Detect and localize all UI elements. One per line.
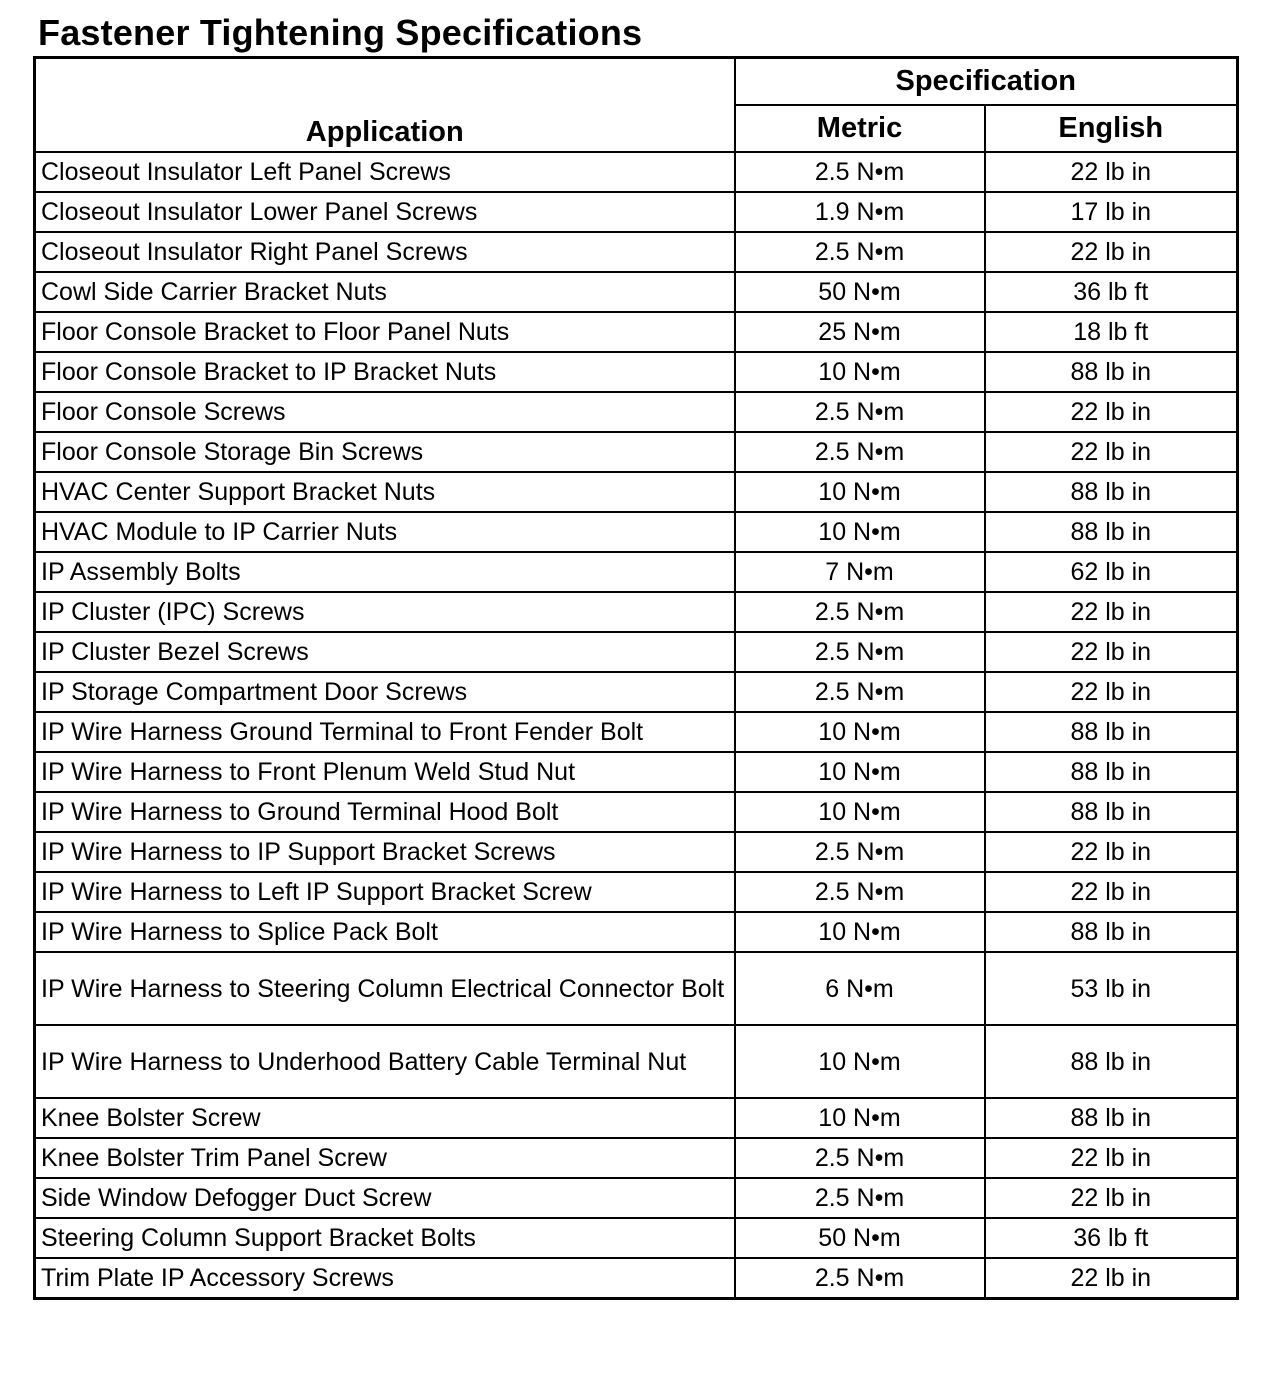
metric-cell: 50 N•m — [735, 1218, 985, 1258]
metric-cell: 10 N•m — [735, 752, 985, 792]
english-cell: 53 lb in — [985, 952, 1238, 1025]
metric-cell: 2.5 N•m — [735, 232, 985, 272]
table-row — [35, 1178, 1238, 1218]
table-row — [35, 352, 1238, 392]
english-cell: 36 lb ft — [985, 272, 1238, 312]
application-cell: Floor Console Bracket to Floor Panel Nuts — [35, 312, 735, 352]
header-english: English — [985, 105, 1238, 152]
application-cell: IP Assembly Bolts — [35, 552, 735, 592]
application-cell: IP Wire Harness to IP Support Bracket Screws — [35, 832, 735, 872]
metric-cell: 2.5 N•m — [735, 672, 985, 712]
metric-cell: 10 N•m — [735, 912, 985, 952]
english-cell: 22 lb in — [985, 232, 1238, 272]
english-cell: 22 lb in — [985, 592, 1238, 632]
english-cell: 88 lb in — [985, 512, 1238, 552]
application-cell: Knee Bolster Screw — [35, 1098, 735, 1138]
table-row — [35, 832, 1238, 872]
metric-cell: 50 N•m — [735, 272, 985, 312]
application-cell: Knee Bolster Trim Panel Screw — [35, 1138, 735, 1178]
table-row — [35, 712, 1238, 752]
table-row — [35, 432, 1238, 472]
table-row — [35, 472, 1238, 512]
english-cell: 62 lb in — [985, 552, 1238, 592]
table-row — [35, 752, 1238, 792]
table-row — [35, 152, 1238, 192]
metric-cell: 2.5 N•m — [735, 1178, 985, 1218]
application-cell: IP Wire Harness to Steering Column Electrical Connector Bolt — [35, 952, 735, 1025]
table-row — [35, 672, 1238, 712]
table-row — [35, 1258, 1238, 1299]
english-cell: 88 lb in — [985, 352, 1238, 392]
table-row — [35, 272, 1238, 312]
english-cell: 22 lb in — [985, 872, 1238, 912]
english-cell: 88 lb in — [985, 912, 1238, 952]
metric-cell: 2.5 N•m — [735, 632, 985, 672]
english-cell: 36 lb ft — [985, 1218, 1238, 1258]
english-cell: 88 lb in — [985, 472, 1238, 512]
header-metric: Metric — [735, 105, 985, 152]
english-cell: 22 lb in — [985, 392, 1238, 432]
english-cell: 88 lb in — [985, 1025, 1238, 1098]
application-cell: IP Wire Harness to Ground Terminal Hood Bolt — [35, 792, 735, 832]
metric-cell: 2.5 N•m — [735, 392, 985, 432]
application-cell: Closeout Insulator Lower Panel Screws — [35, 192, 735, 232]
table-row — [35, 1138, 1238, 1178]
english-cell: 22 lb in — [985, 632, 1238, 672]
application-cell: IP Wire Harness to Underhood Battery Cable Terminal Nut — [35, 1025, 735, 1098]
application-cell: Side Window Defogger Duct Screw — [35, 1178, 735, 1218]
metric-cell: 10 N•m — [735, 512, 985, 552]
application-cell: Closeout Insulator Right Panel Screws — [35, 232, 735, 272]
table-row — [35, 592, 1238, 632]
metric-cell: 10 N•m — [735, 472, 985, 512]
application-cell: IP Wire Harness Ground Terminal to Front Fender Bolt — [35, 712, 735, 752]
metric-cell: 1.9 N•m — [735, 192, 985, 232]
header-application: Application — [35, 58, 735, 153]
application-cell: Closeout Insulator Left Panel Screws — [35, 152, 735, 192]
metric-cell: 7 N•m — [735, 552, 985, 592]
metric-cell: 2.5 N•m — [735, 152, 985, 192]
metric-cell: 2.5 N•m — [735, 832, 985, 872]
table-row — [35, 1025, 1238, 1098]
english-cell: 18 lb ft — [985, 312, 1238, 352]
english-cell: 22 lb in — [985, 1138, 1238, 1178]
table-row — [35, 912, 1238, 952]
table-row — [35, 632, 1238, 672]
english-cell: 22 lb in — [985, 432, 1238, 472]
application-cell: IP Wire Harness to Left IP Support Bracket Screw — [35, 872, 735, 912]
english-cell: 88 lb in — [985, 1098, 1238, 1138]
english-cell: 22 lb in — [985, 1258, 1238, 1299]
table-row — [35, 792, 1238, 832]
spec-table — [33, 56, 1239, 1300]
english-cell: 17 lb in — [985, 192, 1238, 232]
table-row — [35, 192, 1238, 232]
english-cell: 22 lb in — [985, 832, 1238, 872]
application-cell: Floor Console Bracket to IP Bracket Nuts — [35, 352, 735, 392]
application-cell: IP Storage Compartment Door Screws — [35, 672, 735, 712]
table-row — [35, 1098, 1238, 1138]
table-row — [35, 312, 1238, 352]
application-cell: Steering Column Support Bracket Bolts — [35, 1218, 735, 1258]
metric-cell: 10 N•m — [735, 352, 985, 392]
metric-cell: 2.5 N•m — [735, 1138, 985, 1178]
table-row — [35, 1218, 1238, 1258]
metric-cell: 6 N•m — [735, 952, 985, 1025]
table-row — [35, 552, 1238, 592]
application-cell: Floor Console Screws — [35, 392, 735, 432]
metric-cell: 2.5 N•m — [735, 872, 985, 912]
table-body — [35, 152, 1238, 1299]
application-cell: IP Wire Harness to Front Plenum Weld Stud Nut — [35, 752, 735, 792]
table-row — [35, 232, 1238, 272]
english-cell: 22 lb in — [985, 1178, 1238, 1218]
english-cell: 88 lb in — [985, 712, 1238, 752]
application-cell: Floor Console Storage Bin Screws — [35, 432, 735, 472]
metric-cell: 10 N•m — [735, 1025, 985, 1098]
application-cell: Trim Plate IP Accessory Screws — [35, 1258, 735, 1299]
table-row — [35, 952, 1238, 1025]
metric-cell: 2.5 N•m — [735, 592, 985, 632]
header-specification: Specification — [735, 58, 1238, 106]
table-row — [35, 872, 1238, 912]
metric-cell: 25 N•m — [735, 312, 985, 352]
metric-cell: 2.5 N•m — [735, 432, 985, 472]
application-cell: HVAC Module to IP Carrier Nuts — [35, 512, 735, 552]
application-cell: IP Cluster (IPC) Screws — [35, 592, 735, 632]
metric-cell: 10 N•m — [735, 712, 985, 752]
page-title: Fastener Tightening Specifications — [38, 12, 643, 53]
metric-cell: 10 N•m — [735, 792, 985, 832]
application-cell: HVAC Center Support Bracket Nuts — [35, 472, 735, 512]
english-cell: 22 lb in — [985, 152, 1238, 192]
english-cell: 88 lb in — [985, 792, 1238, 832]
application-cell: IP Wire Harness to Splice Pack Bolt — [35, 912, 735, 952]
table-row — [35, 512, 1238, 552]
application-cell: Cowl Side Carrier Bracket Nuts — [35, 272, 735, 312]
metric-cell: 10 N•m — [735, 1098, 985, 1138]
table-row — [35, 392, 1238, 432]
english-cell: 88 lb in — [985, 752, 1238, 792]
metric-cell: 2.5 N•m — [735, 1258, 985, 1299]
english-cell: 22 lb in — [985, 672, 1238, 712]
application-cell: IP Cluster Bezel Screws — [35, 632, 735, 672]
